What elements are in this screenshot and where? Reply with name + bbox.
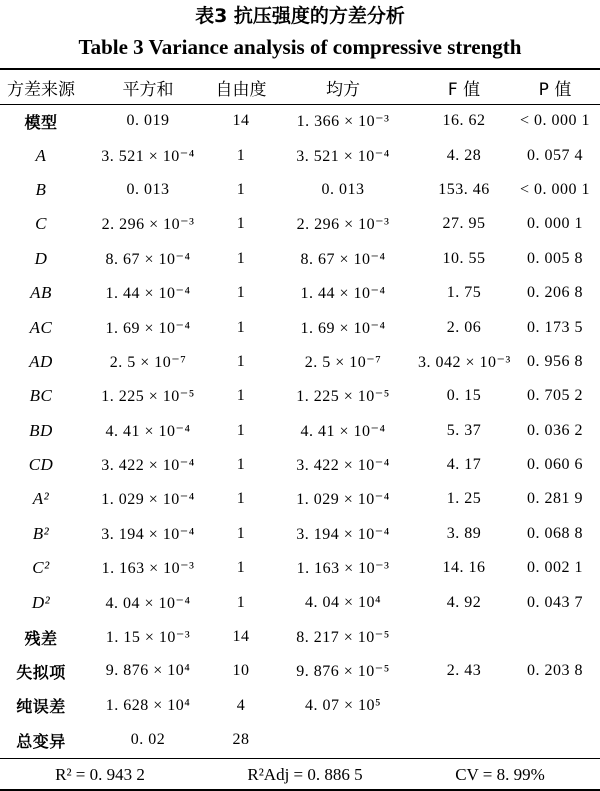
cell-f: 1. 25 <box>446 490 482 508</box>
cell-f: 4. 92 <box>446 593 482 611</box>
cell-ms: 2. 296 × 10⁻³ <box>296 216 390 234</box>
cell-ms: 4. 41 × 10⁻⁴ <box>300 422 386 440</box>
cell-df: 1 <box>236 146 246 164</box>
footer-r2-adj: R²Adj = 0. 886 5 <box>247 765 363 784</box>
cell-ss: 1. 628 × 10⁴ <box>105 696 191 714</box>
cell-p: 0. 043 7 <box>527 593 583 611</box>
cell-ms: 9. 876 × 10⁻⁵ <box>296 663 390 681</box>
table-row <box>0 482 600 516</box>
cell-f: 153. 46 <box>438 180 490 198</box>
col-header-f: F 值 <box>447 79 481 100</box>
cell-df: 1 <box>236 180 246 198</box>
table-row <box>0 723 600 757</box>
table-row <box>0 620 600 654</box>
cell-ss: 1. 15 × 10⁻³ <box>105 629 191 647</box>
cell-ms: 1. 366 × 10⁻³ <box>296 113 390 131</box>
cell-ss: 0. 019 <box>126 112 170 130</box>
table-footer <box>0 761 600 789</box>
cell-ms: 2. 5 × 10⁻⁷ <box>304 353 382 371</box>
cell-ms: 8. 217 × 10⁻⁵ <box>296 629 390 647</box>
cell-ss: 0. 013 <box>126 180 170 198</box>
cell-ms: 0. 013 <box>321 180 365 198</box>
cell-p: 0. 000 1 <box>527 215 583 233</box>
cell-ms: 3. 521 × 10⁻⁴ <box>296 147 390 165</box>
cell-df: 28 <box>232 731 250 749</box>
cell-df: 1 <box>236 456 246 474</box>
cell-f: 5. 37 <box>446 421 482 439</box>
cell-f <box>418 620 510 654</box>
table-row <box>0 414 600 448</box>
cell-df: 1 <box>236 421 246 439</box>
cell-source: 失拟项 <box>16 662 66 682</box>
cell-source: D <box>34 248 48 268</box>
cell-df: 14 <box>232 628 250 646</box>
cell-ss: 3. 422 × 10⁻⁴ <box>101 457 195 475</box>
col-header-ss: 平方和 <box>122 79 174 100</box>
cell-source: AC <box>29 317 53 337</box>
cell-df: 1 <box>236 352 246 370</box>
cell-df: 1 <box>236 387 246 405</box>
table-row <box>0 448 600 482</box>
cell-p <box>510 723 600 757</box>
cell-f: 10. 55 <box>442 249 486 267</box>
cell-ss: 1. 029 × 10⁻⁴ <box>101 491 195 509</box>
cell-p <box>510 689 600 723</box>
cell-p <box>510 620 600 654</box>
table-row <box>0 138 600 172</box>
cell-p: 0. 060 6 <box>527 456 583 474</box>
cell-f: 0. 15 <box>446 387 482 405</box>
cell-df: 1 <box>236 215 246 233</box>
table-row <box>0 517 600 551</box>
cell-f: 2. 43 <box>446 662 482 680</box>
cell-ms: 1. 225 × 10⁻⁵ <box>296 388 390 406</box>
cell-source: D² <box>31 592 51 612</box>
cell-p: 0. 705 2 <box>527 387 583 405</box>
cell-ss: 1. 225 × 10⁻⁵ <box>101 388 195 406</box>
cell-source: BC <box>29 386 53 406</box>
cell-source: B <box>35 179 47 199</box>
cell-ms: 3. 194 × 10⁻⁴ <box>296 525 390 543</box>
cell-source: 残差 <box>24 628 58 648</box>
table-row <box>0 689 600 723</box>
cell-ms: 1. 029 × 10⁻⁴ <box>296 491 390 509</box>
table-body <box>0 104 600 757</box>
cell-source: 纯误差 <box>16 697 66 717</box>
table-row <box>0 276 600 310</box>
table-row <box>0 104 600 138</box>
table-row <box>0 173 600 207</box>
cell-source: BD <box>29 420 53 440</box>
cell-ms: 1. 163 × 10⁻³ <box>296 560 390 578</box>
cell-f: 3. 042 × 10⁻³ <box>418 353 511 371</box>
footer-r2: R² = 0. 943 2 <box>55 765 145 784</box>
cell-source: AB <box>30 283 52 303</box>
cell-ms: 3. 422 × 10⁻⁴ <box>296 457 390 475</box>
cell-p: 0. 057 4 <box>527 146 583 164</box>
cell-df: 1 <box>236 318 246 336</box>
table-row <box>0 310 600 344</box>
cell-f: 27. 95 <box>442 215 486 233</box>
body-bottom-rule <box>0 758 600 759</box>
cell-source: C <box>35 214 47 234</box>
table-row <box>0 551 600 585</box>
header-row <box>0 70 600 104</box>
cell-ms: 1. 44 × 10⁻⁴ <box>300 285 386 303</box>
col-header-ms: 均方 <box>326 79 360 100</box>
cell-f: 4. 28 <box>446 146 482 164</box>
cell-f: 3. 89 <box>446 524 482 542</box>
cell-ms <box>268 723 418 757</box>
cell-ss: 9. 876 × 10⁴ <box>105 662 191 680</box>
cell-ss: 2. 296 × 10⁻³ <box>101 216 195 234</box>
cell-p: 0. 005 8 <box>527 249 583 267</box>
cell-source: B² <box>32 523 50 543</box>
cell-p: 0. 206 8 <box>527 284 583 302</box>
cell-source: A² <box>32 489 50 509</box>
cell-p: 0. 203 8 <box>527 662 583 680</box>
cell-df: 10 <box>232 662 250 680</box>
cell-df: 4 <box>236 696 246 714</box>
cell-df: 1 <box>236 559 246 577</box>
table-row <box>0 379 600 413</box>
cell-f: 4. 17 <box>446 456 482 474</box>
cell-p: 0. 956 8 <box>527 352 583 370</box>
cell-p: < 0. 000 1 <box>519 112 591 130</box>
cell-source: CD <box>28 455 54 475</box>
cell-source: 总变异 <box>16 731 66 751</box>
table-row <box>0 345 600 379</box>
cell-f: 2. 06 <box>446 318 482 336</box>
cell-p: 0. 036 2 <box>527 421 583 439</box>
table-title-cn: 表3 抗压强度的方差分析 <box>195 5 405 27</box>
variance-table <box>0 70 600 757</box>
cell-ms: 4. 04 × 10⁴ <box>304 593 382 611</box>
cell-df: 14 <box>232 112 250 130</box>
cell-ss: 1. 163 × 10⁻³ <box>101 560 195 578</box>
cell-f <box>418 689 510 723</box>
cell-f: 14. 16 <box>442 559 486 577</box>
col-header-source: 方差来源 <box>7 79 75 100</box>
cell-ms: 8. 67 × 10⁻⁴ <box>300 250 386 268</box>
cell-p: < 0. 000 1 <box>519 180 591 198</box>
cell-df: 1 <box>236 249 246 267</box>
cell-ss: 4. 04 × 10⁻⁴ <box>105 594 191 612</box>
cell-ms: 1. 69 × 10⁻⁴ <box>300 319 386 337</box>
cell-p: 0. 173 5 <box>527 318 583 336</box>
cell-ss: 3. 194 × 10⁻⁴ <box>101 525 195 543</box>
cell-ss: 0. 02 <box>130 731 166 749</box>
cell-df: 1 <box>236 524 246 542</box>
cell-df: 1 <box>236 490 246 508</box>
table-row <box>0 654 600 688</box>
cell-ss: 3. 521 × 10⁻⁴ <box>101 147 195 165</box>
cell-p: 0. 068 8 <box>527 524 583 542</box>
cell-f <box>418 723 510 757</box>
footer-cv: CV = 8. 99% <box>455 765 545 784</box>
table-row <box>0 207 600 241</box>
table-row <box>0 585 600 619</box>
col-header-df: 自由度 <box>215 79 267 100</box>
cell-df: 1 <box>236 593 246 611</box>
cell-source: 模型 <box>24 112 58 132</box>
cell-ss: 1. 69 × 10⁻⁴ <box>105 319 191 337</box>
cell-df: 1 <box>236 284 246 302</box>
cell-ss: 4. 41 × 10⁻⁴ <box>105 422 191 440</box>
cell-source: A <box>35 145 47 165</box>
cell-ss: 2. 5 × 10⁻⁷ <box>109 353 187 371</box>
cell-f: 16. 62 <box>442 112 486 130</box>
table-row <box>0 242 600 276</box>
cell-ms: 4. 07 × 10⁵ <box>304 696 382 714</box>
cell-ss: 1. 44 × 10⁻⁴ <box>105 285 191 303</box>
cell-source: C² <box>32 558 50 578</box>
cell-source: AD <box>29 351 53 371</box>
cell-ss: 8. 67 × 10⁻⁴ <box>105 250 191 268</box>
table-title-en: Table 3 Variance analysis of compressive strength <box>78 35 522 59</box>
cell-p: 0. 002 1 <box>527 559 583 577</box>
col-header-p: P 值 <box>538 79 572 100</box>
cell-f: 1. 75 <box>446 284 482 302</box>
cell-p: 0. 281 9 <box>527 490 583 508</box>
